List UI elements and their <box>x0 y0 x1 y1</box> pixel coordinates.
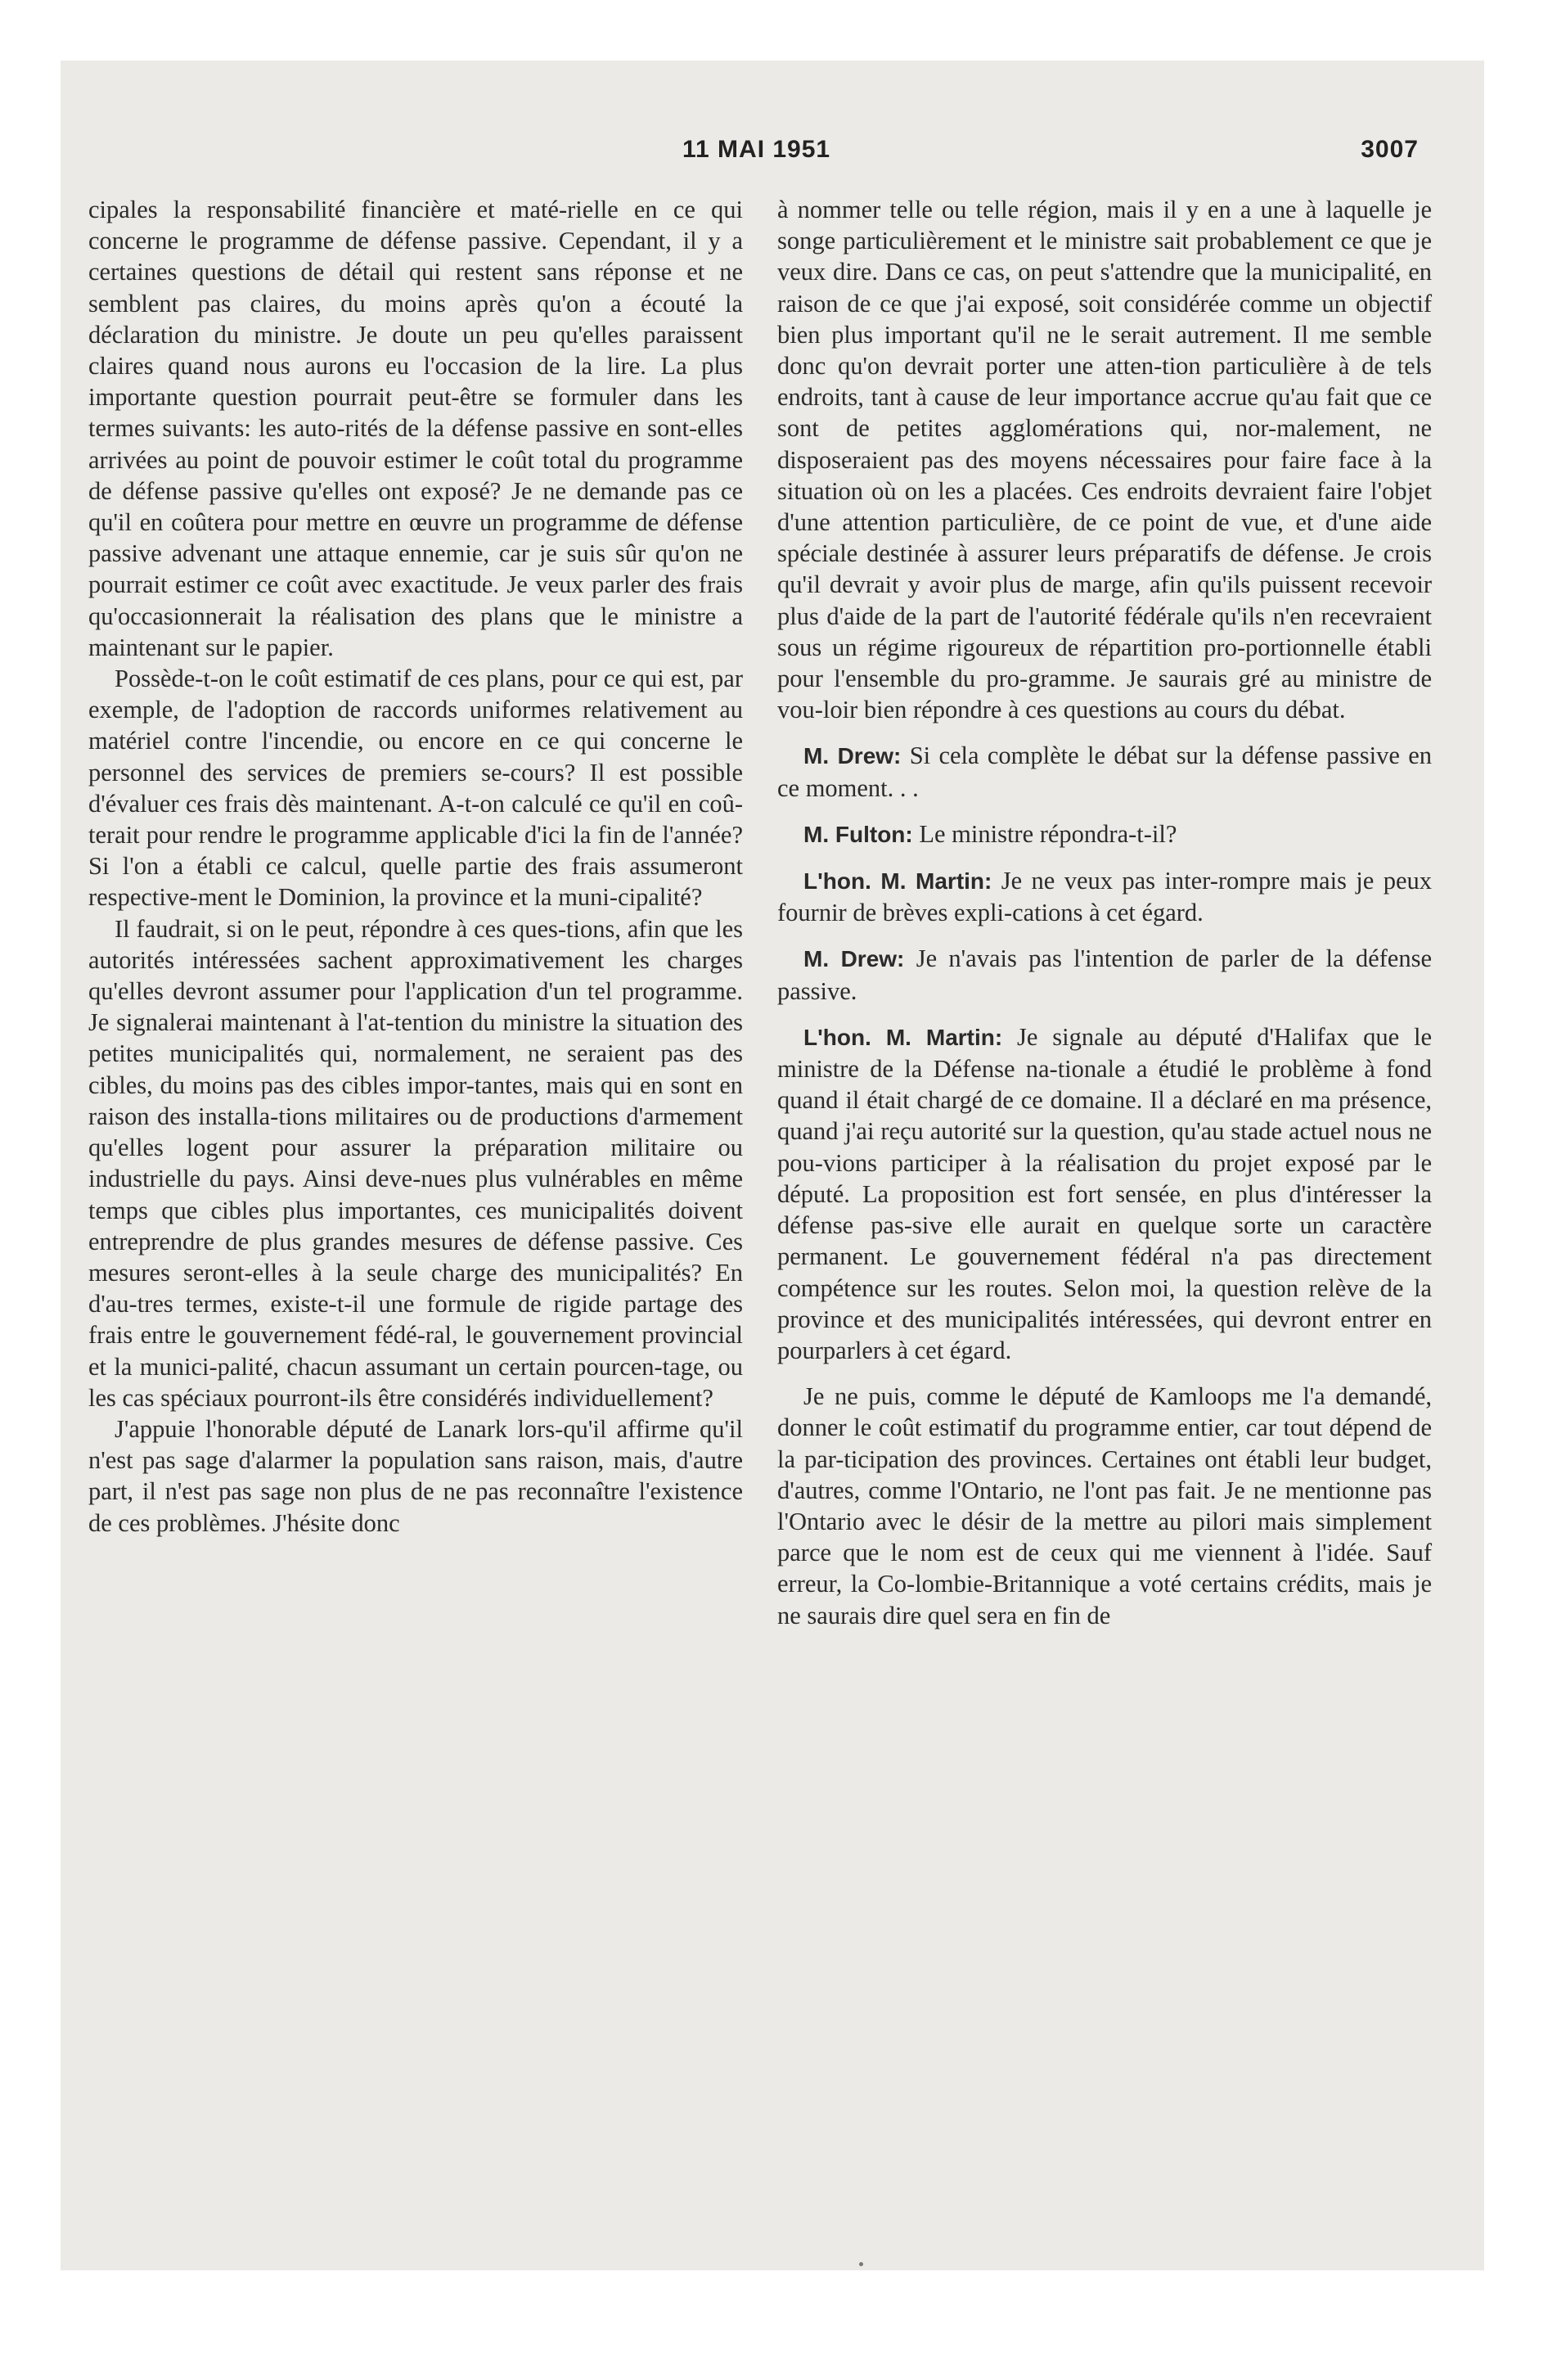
paragraph: Il faudrait, si on le peut, répondre à ces ques-tions, afin que les autorités intéressées sachent approximativement les charges qu'elles devront assumer pour l'application d'un tel programme. Je signalerai maintenant à l'at-tention du ministre la situation des petites municipalités qui, normalement, ne seraient pas des cibles, du moins pas des cibles impor-tantes, mais qui en sont en raison des installa-tions militaires ou de productions d'armement qu'elles logent pour assurer la préparation militaire ou industrielle du pays. Ainsi deve-nues plus vulnérables en même temps que cibles plus importantes, ces municipalités doivent entreprendre de plus grandes mesures de défense passive. Ces mesures seront-elles à la seule charge des municipalités? En d'au-tres termes, existe-t-il une formule de rigide partage des frais entre le gouvernement fédé-ral, le gouvernement provincial et la munici-palité, chacun assumant un certain pourcen-tage, ou les cas spéciaux pourront-ils être considérés individuellement? <box>88 914 743 1412</box>
paragraph: à nommer telle ou telle région, mais il y en a une à laquelle je songe particulièrement et le ministre sait probablement ce que je veux dire. Dans ce cas, on peut s'attendre que la municipalité, en raison de ce que j'ai exposé, soit considérée comme un objectif bien plus important qu'il ne le serait autrement. Il me semble donc qu'on devrait porter une atten-tion particulière à de tels endroits, tant à cause de leur importance accrue qu'au fait que ce sont de petites agglomérations qui, nor-malement, ne disposeraient pas des moyens nécessaires pour faire face à la situation où on les a placées. Ces endroits devraient faire l'objet d'une attention particulière, de ce point de vue, et d'une aide spéciale destinée à assurer leurs préparatifs de défense. Je crois qu'il devrait y avoir plus de marge, afin qu'ils puissent recevoir plus d'aide de la part de l'autorité fédérale qu'ils n'en recevraient sous un régime rigoureux de répartition pro-portionnelle établi pour l'ensemble du pro-gramme. Je saurais gré au ministre de vou-loir bien répondre à ces questions au cours du débat. <box>777 196 1432 724</box>
speaker-name: M. Drew: <box>803 743 902 769</box>
speaker-name: M. Drew: <box>803 946 905 972</box>
speaker-name: L'hon. M. Martin: <box>803 1024 1003 1050</box>
page-header <box>61 136 1484 177</box>
speech <box>777 818 1432 850</box>
paragraph: J'appuie l'honorable député de Lanark lors-qu'il affirme qu'il n'est pas sage d'alarmer la population sans raison, mais, d'autre part, il n'est pas sage non plus de ne pas reconnaître l'existence de ces problèmes. J'hésite donc <box>88 1414 743 1537</box>
speech-text: Si cela complète le débat sur la défense passive en ce moment. . . <box>777 741 1432 802</box>
speech-text: Je n'avais pas l'intention de parler de la défense passive. <box>777 944 1432 1005</box>
speech <box>777 740 1432 803</box>
speech <box>777 1021 1432 1366</box>
speech <box>777 865 1432 928</box>
speaker-name: L'hon. M. Martin: <box>803 868 992 895</box>
scanned-page <box>61 61 1484 2270</box>
speech-text: Je signale au député d'Halifax que le ministre de la Défense na-tionale a étudié le problème à fond quand il était chargé de ce domaine. Il a déclaré en ma présence, quand j'ai reçu autorité sur la question, qu'au stade actuel nous ne pou-vions participer à la réalisation du projet exposé par le député. La proposition est fort sensée, en plus d'intéresser la défense pas-sive elle aurait en quelque sorte un caractère permanent. Le gouvernement fédéral n'a pas directement compétence sur les routes. Selon moi, la question relève de la province et des municipalités intéressées, qui devront entrer en pourparlers à cet égard. <box>777 1022 1432 1364</box>
left-column <box>88 194 743 1539</box>
paragraph: Possède-t-on le coût estimatif de ces plans, pour ce qui est, par exemple, de l'adoption de raccords uniformes relativement au matériel contre l'incendie, ou encore en ce qui concerne le personnel des services de premiers se-cours? Il est possible d'évaluer ces frais dès maintenant. A-t-on calculé ce qu'il en coû-terait pour rendre le programme applicable d'ici la fin de l'année? Si l'on a établi ce calcul, quelle partie des frais assumeront respective-ment le Dominion, la province et la muni-cipalité? <box>88 665 743 912</box>
speech-text: Je ne veux pas inter-rompre mais je peux fournir de brèves expli-cations à cet égard. <box>777 867 1432 927</box>
ink-speck <box>859 2262 863 2266</box>
page-number: 3007 <box>1361 136 1419 163</box>
paragraph: Je ne puis, comme le député de Kamloops me l'a demandé, donner le coût estimatif du programme entier, car tout dépend de la par-ticipation des provinces. Certaines ont établi leur budget, d'autres, comme l'Ontario, ne l'ont pas fait. Je ne mentionne pas l'Ontario avec le désir de la mettre au pilori mais simplement parce que le nom est de ceux qui me viennent à l'idée. Sauf erreur, la Co-lombie-Britannique a voté certains crédits, mais je ne saurais dire quel sera en fin de <box>777 1382 1432 1629</box>
right-column <box>777 194 1432 1631</box>
header-date: 11 MAI 1951 <box>682 136 831 163</box>
speech <box>777 943 1432 1006</box>
speaker-name: M. Fulton: <box>803 821 913 847</box>
speech-text: Le ministre répondra-t-il? <box>919 819 1177 848</box>
paragraph: cipales la responsabilité financière et maté-rielle en ce qui concerne le programme de défense passive. Cependant, il y a certaines questions de détail qui restent sans réponse et ne semblent pas claires, du moins après qu'on a écouté la déclaration du ministre. Je doute un peu qu'elles paraissent claires quand nous aurons eu l'occasion de la lire. La plus importante question pourrait peut-être se formuler dans les termes suivants: les auto-rités de la défense passive en sont-elles arrivées au point de pouvoir estimer le coût total du programme de défense passive qu'elles ont exposé? Je ne demande pas ce qu'il en coûtera pour mettre en œuvre un programme de défense passive advenant une attaque ennemie, car je suis sûr qu'on ne pourrait estimer ce coût avec exactitude. Je veux parler des frais qu'occasionnerait la réalisation des plans que le ministre a maintenant sur le papier. <box>88 196 743 661</box>
